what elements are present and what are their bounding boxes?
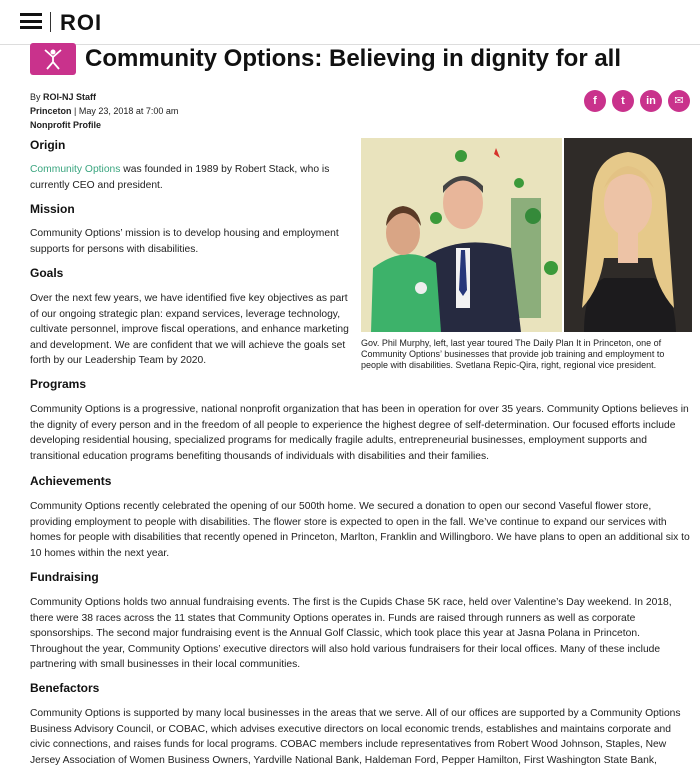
linkedin-share-icon[interactable]: in <box>640 90 662 112</box>
benefactors-text: Community Options is supported by many local businesses in the areas that we serve. All of our offices are supported by a Community Options Business Advisory Council, or COBAC, which advises executive directors on local economic trends, establishes and maintains corporate and civic connections, and raises funds for local programs. COBAC members include representatives from Robert Wood Johnson, Staples, New Jersey Association of Women Business Owners, Yardville National Bank, Haldeman Ford, Pepper Hamilton, First Washington State Bank, <box>30 708 681 766</box>
site-logo[interactable]: ROI <box>60 10 103 35</box>
photo-repic-qira <box>564 138 692 332</box>
category-person-icon <box>30 43 76 75</box>
photo-caption: Gov. Phil Murphy, left, last year toured The Daily Plan It in Princeton, one of Community Options’ businesses that provide job training and employment to people with disabilities. Svetlana Repic-Qira, right, regional vice president. <box>361 338 665 370</box>
section-heading-fundraising: Fundraising <box>30 570 99 584</box>
section-heading-mission: Mission <box>30 202 75 216</box>
achievements-text: Community Options recently celebrated the opening of our 500th home. We secured a donation to open our second Vaseful flower store, providing employment to people with disabilities. The flower store is expected to open in the fall. We’ve continue to expand our services with homes for people with disabilities that recently opened in Princeton, Marlton, Franklin and Willingboro. We have plans to open an additional six to 10 homes within the next year. <box>30 501 690 559</box>
twitter-share-icon[interactable]: t <box>612 90 634 112</box>
programs-text: Community Options is a progressive, national nonprofit organization that has been in operation for over 35 years. Community Options believes in the dignity of every person and in the freedom of all people to experience the highest degree of self-determination. Our focused efforts include developing residential housing, specialized programs for medically fragile adults, entrepreneurial businesses, employment supports and transitional education programs benefiting thousands of individuals with disabilities and their families. <box>30 404 689 462</box>
byline <box>30 90 178 132</box>
community-options-link[interactable]: Community Options <box>30 164 121 175</box>
origin-text <box>30 162 350 193</box>
article-photo <box>361 138 692 332</box>
share-bar <box>578 90 690 112</box>
location: Princeton <box>30 106 72 116</box>
facebook-share-icon[interactable]: f <box>584 90 606 112</box>
goals-text: Over the next few years, we have identified five key objectives as part of our ongoing strategic plan: expand services, leverage technology, cultivate personnel, improve fiscal operations, and enhance marketing and development. We are confident that we will achieve the goals set forth by our Leadership Team by 2020. <box>30 293 349 366</box>
section-heading-origin: Origin <box>30 138 66 152</box>
fundraising-text: Community Options holds two annual fundraising events. The first is the Cupids Chase 5K race, held over Valentine’s Day weekend. In 2018, there were 38 races across the 11 states that Community Options operates in. Funds are raised through runners as well as corporate sponsorships. The second major fundraising event is the Annual Golf Classic, which took place this year at Jasna Polana in Princeton. Throughout the year, Community Options’ executive directors will also hold various fundraisers for their local offices. Many of these include partnering with small businesses in their local communities. <box>30 597 672 670</box>
top-bar <box>0 0 700 45</box>
category-link[interactable]: Nonprofit Profile <box>30 120 101 130</box>
section-heading-programs: Programs <box>30 377 87 391</box>
email-share-icon[interactable]: ✉ <box>668 90 690 112</box>
publish-date: | May 23, 2018 at 7:00 am <box>71 106 179 116</box>
header-divider <box>50 12 51 32</box>
hamburger-menu-icon[interactable] <box>20 13 42 29</box>
origin-body: was founded in 1989 by Robert Stack, who is currently CEO and president. <box>30 164 330 191</box>
mission-text: Community Options’ mission is to develop housing and employment supports for persons with disabilities. <box>30 228 339 255</box>
photo-murphy-tour <box>361 138 562 332</box>
section-heading-benefactors: Benefactors <box>30 681 100 695</box>
section-heading-achievements: Achievements <box>30 474 112 488</box>
author-link[interactable]: ROI-NJ Staff <box>43 92 97 102</box>
byline-prefix: By <box>30 92 44 102</box>
page-title: Community Options: Believing in dignity for all <box>85 45 622 72</box>
section-heading-goals: Goals <box>30 266 64 280</box>
